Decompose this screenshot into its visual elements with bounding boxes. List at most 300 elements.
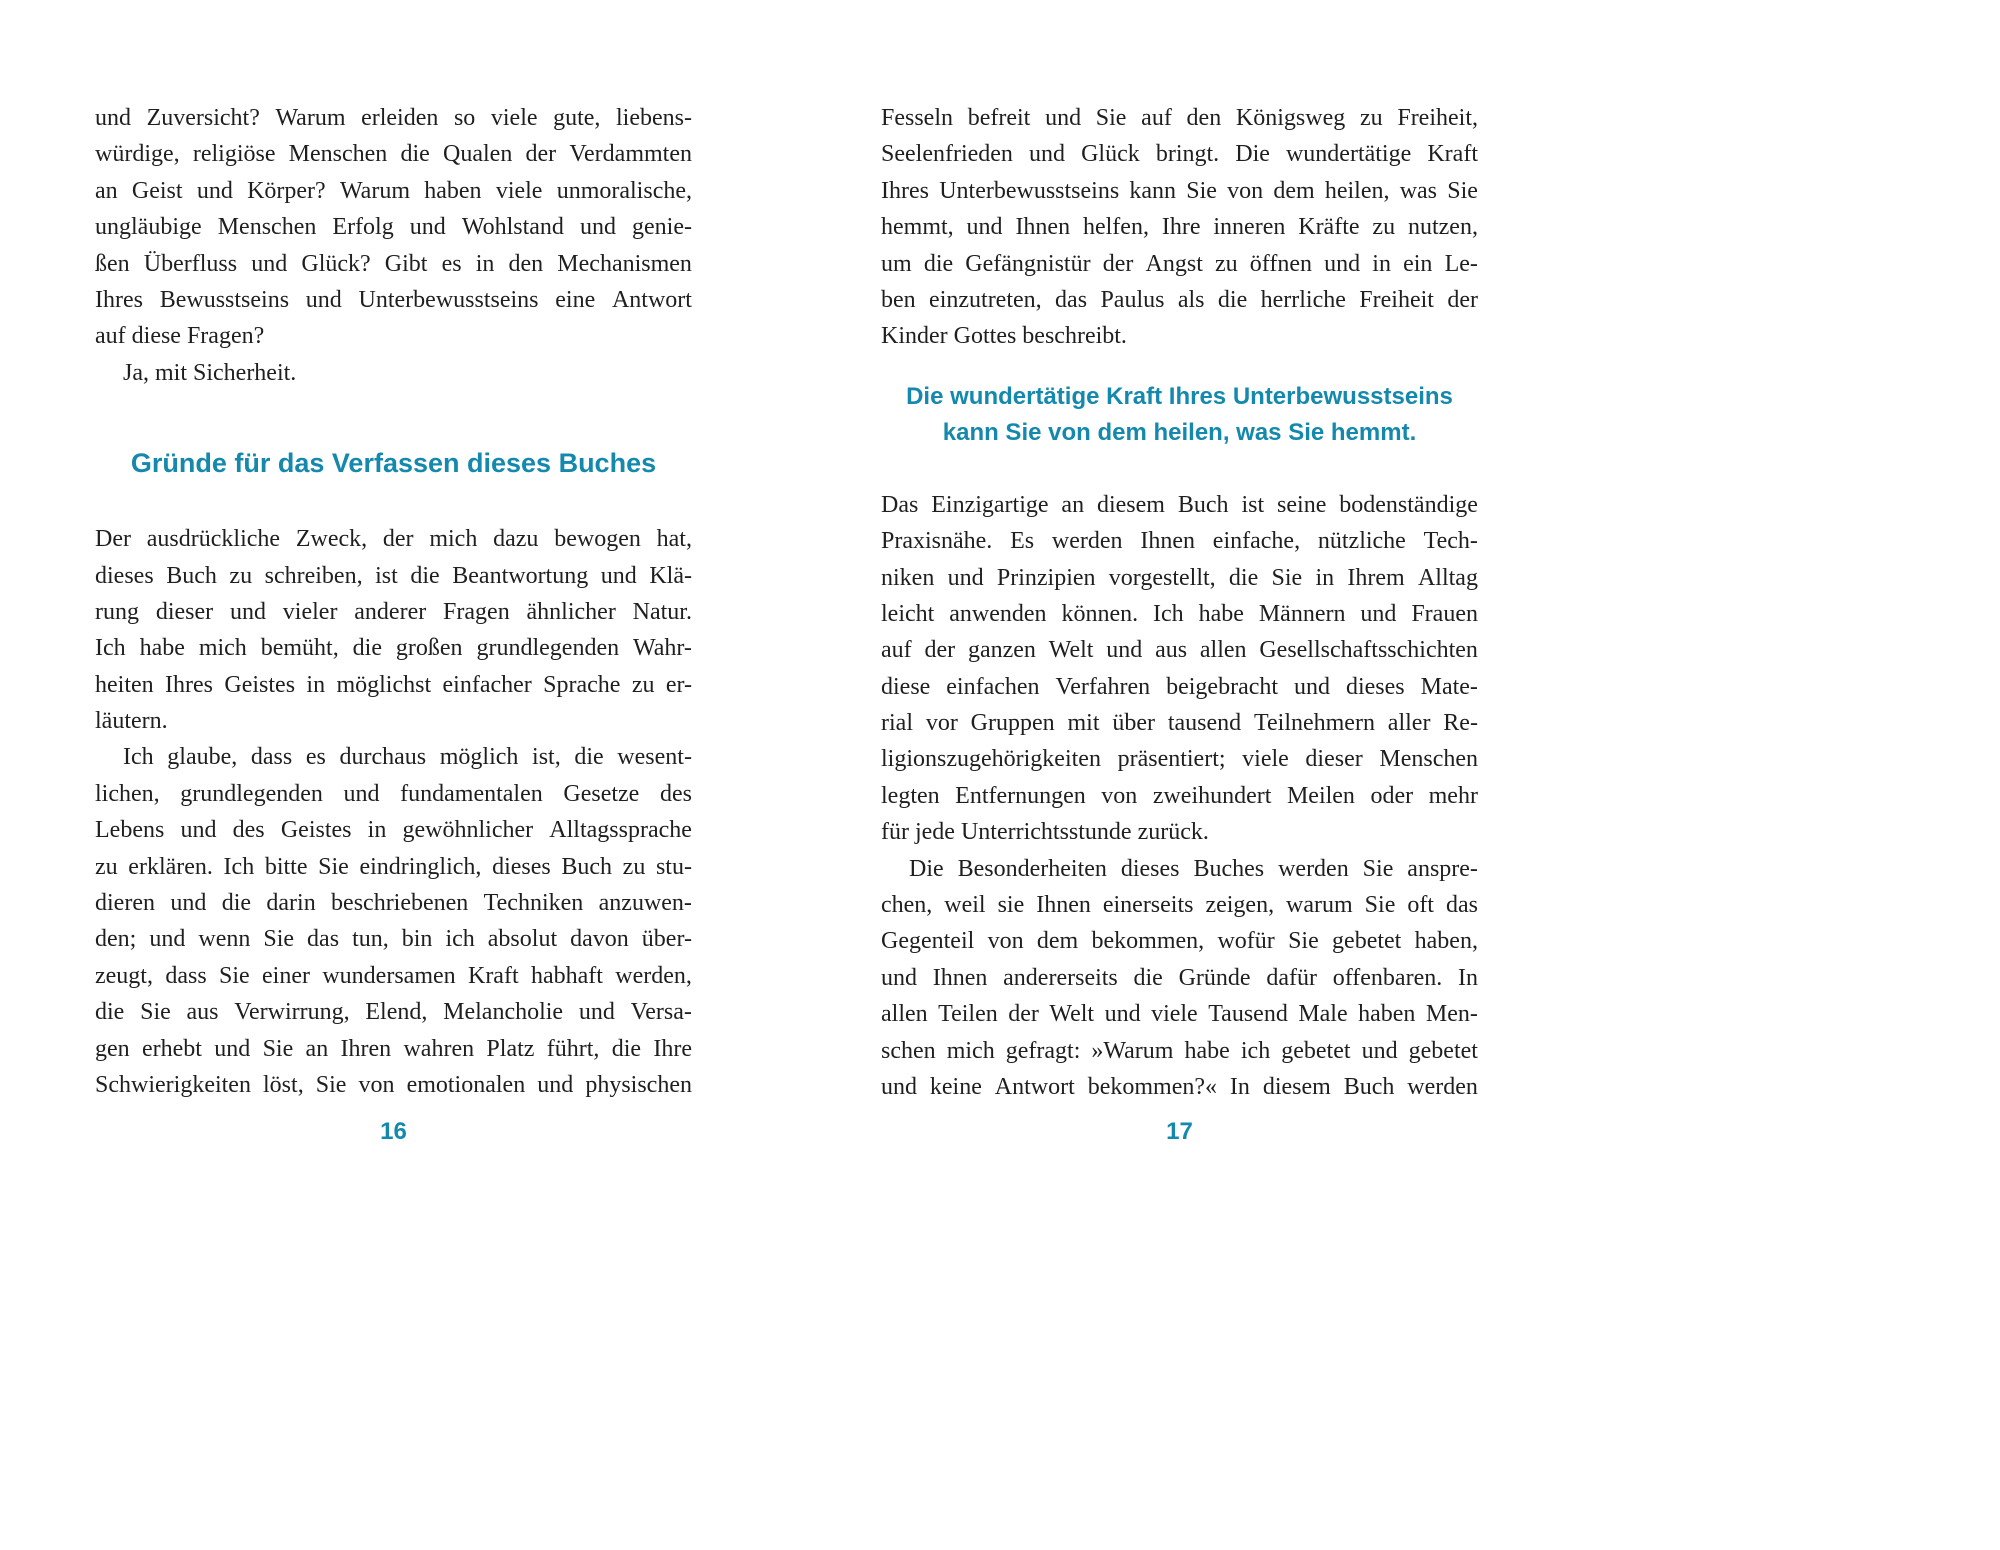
- word: Ihre: [1161, 214, 1201, 241]
- word: Geistes: [224, 671, 296, 698]
- word: aller: [1387, 710, 1431, 737]
- word: Sprache: [543, 671, 621, 698]
- word: weil: [944, 892, 986, 919]
- word: seine: [1277, 491, 1327, 518]
- word: eindringlich,: [359, 853, 482, 880]
- word: Alltagssprache: [549, 817, 692, 844]
- word: anderer: [354, 598, 427, 625]
- word: bekommen,: [1091, 928, 1205, 955]
- word: habe: [1198, 600, 1244, 627]
- word: das: [307, 926, 340, 953]
- word: Tech-: [1423, 528, 1478, 555]
- word: von: [1227, 177, 1264, 204]
- text-line: [95, 1031, 692, 1067]
- word: Natur.: [632, 598, 692, 625]
- word: aus: [1155, 637, 1188, 664]
- word: an: [305, 1035, 329, 1062]
- word: und: [578, 999, 615, 1026]
- word: habe: [139, 635, 185, 662]
- word: die: [574, 744, 604, 771]
- word: kann: [1129, 177, 1177, 204]
- word: heilen,: [1324, 177, 1390, 204]
- text-line: [881, 887, 1478, 923]
- word: Ihnen: [1015, 214, 1071, 241]
- word: ist,: [532, 744, 561, 771]
- word: davon: [570, 926, 629, 953]
- word: die: [352, 635, 382, 662]
- word: rial: [881, 710, 913, 737]
- word: Warum: [275, 105, 346, 131]
- word: ich: [445, 926, 475, 953]
- word: schen: [881, 1037, 936, 1064]
- text-line: [95, 667, 692, 703]
- word: dem: [1273, 177, 1315, 204]
- word: habhaft: [530, 962, 603, 989]
- word: hemmt,: [881, 214, 954, 241]
- word: hat,: [656, 526, 692, 553]
- word: emotionalen: [406, 1071, 526, 1098]
- word: gute,: [553, 105, 601, 131]
- word: viele: [1242, 746, 1289, 773]
- word: gen: [95, 1035, 130, 1062]
- word: und: [881, 964, 917, 991]
- word: großen: [395, 635, 463, 662]
- word: physischen: [585, 1071, 692, 1098]
- word: möglichst: [336, 671, 432, 698]
- word: von: [987, 928, 1024, 955]
- word: auf: [881, 637, 912, 664]
- word: Ihren: [340, 1035, 392, 1062]
- word: das: [1055, 286, 1088, 313]
- word: In: [1457, 964, 1478, 991]
- word: zu: [622, 853, 646, 880]
- word: ben: [881, 286, 916, 313]
- word: erleiden: [361, 105, 439, 131]
- text-line: [881, 960, 1478, 996]
- text-line: [95, 739, 692, 775]
- word: habe: [1184, 1037, 1230, 1064]
- word: bringt.: [1155, 141, 1220, 168]
- word: zu: [95, 853, 118, 880]
- section-heading: Gründe für das Verfassen dieses Buches: [130, 448, 657, 479]
- text-line: [95, 521, 692, 557]
- word: beigebracht: [1166, 673, 1279, 700]
- word: Buch: [1177, 491, 1229, 518]
- paragraph: [95, 100, 692, 391]
- word: ßen: [95, 250, 130, 277]
- word: Die: [1235, 141, 1270, 168]
- word: wundertätige: [1285, 141, 1412, 168]
- word: wahren: [403, 1035, 475, 1062]
- page-number-right: 17: [1166, 1118, 1193, 1145]
- word: Glück?: [301, 250, 371, 277]
- word: Sie: [219, 962, 250, 989]
- text-line: [95, 246, 692, 282]
- word: Ich: [223, 853, 255, 880]
- text-line: [881, 487, 1478, 523]
- word: Ich: [123, 744, 154, 771]
- text-line: [881, 669, 1478, 705]
- word: und: [149, 926, 186, 953]
- word: rung: [95, 598, 139, 625]
- word: Sie: [262, 1035, 294, 1062]
- word: Körper?: [247, 177, 326, 204]
- word: Ich: [95, 635, 126, 662]
- word: Gefängnistür: [965, 250, 1091, 277]
- text-line: [881, 1069, 1478, 1105]
- pull-quote-line: Die wundertätige Kraft Ihres Unterbewusstseins: [906, 382, 1453, 410]
- text-line: [95, 776, 692, 812]
- word: bodenständige: [1339, 491, 1478, 518]
- text-line: [881, 282, 1478, 318]
- word: wenn: [198, 926, 251, 953]
- word: sie: [997, 892, 1025, 919]
- word: Mechanismen: [557, 250, 692, 277]
- word: bitte: [264, 853, 308, 880]
- word: Ihres: [881, 177, 929, 204]
- paragraph: [881, 487, 1478, 1106]
- text-line: [95, 849, 692, 885]
- word: Unterbewusstseins: [358, 286, 539, 313]
- word: warum: [1286, 892, 1353, 919]
- word: religiöse: [192, 141, 276, 168]
- text-line: [881, 246, 1478, 282]
- text-line: [95, 100, 692, 136]
- word: befreit: [967, 105, 1031, 131]
- word: bemüht,: [260, 635, 339, 662]
- text-line: [95, 558, 692, 594]
- word: vieler: [282, 598, 338, 625]
- word: einfacher: [442, 671, 532, 698]
- text-line: [881, 1033, 1478, 1069]
- word: Gegenteil: [881, 928, 975, 955]
- word: Kraft: [467, 962, 519, 989]
- word: ich: [1240, 1037, 1271, 1064]
- word: liebens-: [616, 105, 692, 131]
- word: es: [441, 250, 462, 277]
- word: bin: [401, 926, 433, 953]
- text-line: [881, 632, 1478, 668]
- text-line: [881, 851, 1478, 887]
- text-line: [881, 705, 1478, 741]
- word: viele: [1151, 1001, 1198, 1028]
- word: gewöhnlicher: [402, 817, 534, 844]
- word: Kraft: [1427, 141, 1478, 168]
- word: die: [611, 1035, 642, 1062]
- word: in: [1315, 564, 1335, 591]
- word: Verwirrung,: [234, 999, 350, 1026]
- word: Sie: [315, 1071, 347, 1098]
- word: Beantwortung: [452, 562, 589, 589]
- word: die: [410, 562, 440, 589]
- text-line: läutern.: [95, 708, 168, 735]
- word: zu: [631, 671, 655, 698]
- text-line: [95, 958, 692, 994]
- text-line: [95, 994, 692, 1030]
- word: Welt: [1048, 637, 1094, 664]
- word: ligionszugehörigkeiten: [881, 746, 1101, 773]
- text-line: [881, 596, 1478, 632]
- word: unmoralische,: [556, 177, 692, 204]
- word: legten: [881, 782, 940, 809]
- word: werden: [1407, 1073, 1478, 1100]
- word: werden: [1051, 528, 1123, 555]
- word: wesent-: [617, 744, 692, 771]
- word: dem: [1036, 928, 1079, 955]
- paragraph: [881, 100, 1478, 355]
- word: Freiheit,: [1397, 105, 1478, 131]
- word: Alltag: [1417, 564, 1478, 591]
- word: erhebt: [141, 1035, 202, 1062]
- word: und: [966, 214, 1003, 241]
- word: würdige,: [95, 141, 180, 168]
- text-line: [95, 630, 692, 666]
- word: und: [343, 780, 380, 807]
- word: Le-: [1444, 250, 1478, 277]
- text-line: [881, 923, 1478, 959]
- word: und: [196, 177, 233, 204]
- page-16-text-column: [95, 100, 692, 1103]
- word: und: [251, 250, 288, 277]
- word: diese: [881, 673, 931, 700]
- word: Männern: [1258, 600, 1346, 627]
- word: Gesellschaftsschichten: [1259, 637, 1478, 664]
- word: Qualen: [443, 141, 513, 168]
- text-line: [881, 741, 1478, 777]
- word: ein: [1403, 250, 1433, 277]
- word: dieses: [1345, 673, 1405, 700]
- word: dieses: [1120, 855, 1180, 882]
- word: und: [95, 105, 131, 131]
- word: Ihre: [653, 1035, 692, 1062]
- word: dieses: [95, 562, 154, 589]
- word: ganzen: [967, 637, 1036, 664]
- word: Gibt: [384, 250, 428, 277]
- word: Elend,: [365, 999, 428, 1026]
- text-line: [881, 100, 1478, 136]
- word: Platz: [486, 1035, 535, 1062]
- word: die: [1217, 286, 1248, 313]
- word: allen: [881, 1001, 928, 1028]
- word: Ich: [1153, 600, 1184, 627]
- word: Sie: [1271, 564, 1303, 591]
- word: auf: [1141, 105, 1172, 131]
- word: den;: [95, 926, 137, 953]
- word: des: [659, 780, 692, 807]
- word: Paulus: [1100, 286, 1165, 313]
- word: Buch: [561, 853, 613, 880]
- word: viele: [495, 177, 543, 204]
- word: die: [400, 141, 430, 168]
- word: Verfahren: [1055, 673, 1151, 700]
- text-line: [881, 209, 1478, 245]
- word: Einzigartige: [931, 491, 1049, 518]
- word: Unterbewusstseins: [939, 177, 1120, 204]
- word: Wahr-: [633, 635, 692, 662]
- word: oft: [1407, 892, 1434, 919]
- word: Überfluss: [143, 250, 238, 277]
- paragraph: [95, 521, 692, 1103]
- word: viele: [490, 105, 538, 131]
- word: dazu: [493, 526, 539, 553]
- word: haben: [1358, 1001, 1416, 1028]
- word: Welt: [1049, 1001, 1095, 1028]
- word: mehr: [1428, 782, 1478, 809]
- word: Sie: [1095, 105, 1127, 131]
- word: Teilnehmern: [1254, 710, 1375, 737]
- word: Sie: [1447, 177, 1478, 204]
- word: Prinzipien: [996, 564, 1096, 591]
- word: der: [924, 637, 956, 664]
- word: in: [1372, 250, 1391, 277]
- word: zu: [229, 562, 253, 589]
- word: Zuversicht?: [146, 105, 260, 131]
- word: Techniken: [483, 890, 584, 917]
- word: Gesetze: [563, 780, 640, 807]
- word: grundlegenden: [180, 780, 323, 807]
- text-line: [881, 173, 1478, 209]
- word: zu: [1372, 214, 1396, 241]
- word: Mate-: [1420, 673, 1478, 700]
- word: Menschen: [288, 141, 388, 168]
- word: an: [95, 177, 118, 204]
- word: Bewusstseins: [159, 286, 290, 313]
- word: Sie: [263, 926, 295, 953]
- word: beschriebenen: [331, 890, 469, 917]
- word: lichen,: [95, 780, 160, 807]
- text-line: [95, 1067, 692, 1103]
- word: niken: [881, 564, 935, 591]
- word: es: [305, 744, 326, 771]
- word: wundersamen: [322, 962, 456, 989]
- word: Sie: [140, 999, 171, 1026]
- word: leicht: [881, 600, 935, 627]
- word: Tausend: [1208, 1001, 1288, 1028]
- word: oder: [1370, 782, 1414, 809]
- word: Versa-: [630, 999, 692, 1026]
- word: von: [1101, 782, 1138, 809]
- word: den: [508, 250, 544, 277]
- word: ähnlicher: [526, 598, 616, 625]
- word: Praxisnähe.: [881, 528, 993, 555]
- word: vorgestellt,: [1108, 564, 1216, 591]
- word: zu: [1359, 105, 1383, 131]
- word: und: [214, 1035, 251, 1062]
- pull-quote-line: kann Sie von dem heilen, was Sie hemmt.: [942, 418, 1417, 446]
- text-line: für jede Unterrichtsstunde zurück.: [881, 819, 1209, 846]
- word: ist: [375, 562, 398, 589]
- word: »Warum: [1091, 1037, 1174, 1064]
- word: wofür: [1217, 928, 1275, 955]
- text-line: [881, 560, 1478, 596]
- word: und: [1324, 250, 1361, 277]
- word: Glück: [1081, 141, 1140, 168]
- word: Seelenfrieden: [881, 141, 1013, 168]
- word: diesem: [1096, 491, 1165, 518]
- word: die: [1133, 964, 1163, 991]
- page-17-text-column: [881, 100, 1478, 1105]
- word: fundamentalen: [400, 780, 543, 807]
- word: zweihundert: [1152, 782, 1272, 809]
- word: über-: [641, 926, 692, 953]
- word: anzuwen-: [598, 890, 692, 917]
- word: so: [453, 105, 476, 131]
- word: Freiheit: [1359, 286, 1434, 313]
- word: Besonderheiten: [957, 855, 1107, 882]
- word: Gruppen: [970, 710, 1055, 737]
- word: tun,: [352, 926, 389, 953]
- page-number-left: 16: [380, 1118, 407, 1145]
- text-line: [95, 812, 692, 848]
- word: können.: [1061, 600, 1139, 627]
- word: einerseits: [1102, 892, 1194, 919]
- word: Buches: [1193, 855, 1265, 882]
- word: grundlegenden: [476, 635, 620, 662]
- word: Antwort: [994, 1073, 1075, 1100]
- word: führt,: [546, 1035, 600, 1062]
- word: haben,: [1414, 928, 1478, 955]
- word: Der: [95, 526, 131, 553]
- word: um: [881, 250, 912, 277]
- word: was: [1399, 177, 1438, 204]
- text-line: [95, 209, 692, 245]
- word: schreiben,: [264, 562, 363, 589]
- word: glaube,: [167, 744, 238, 771]
- word: chen,: [881, 892, 933, 919]
- word: Schwierigkeiten: [95, 1071, 251, 1098]
- word: durchaus: [339, 744, 427, 771]
- text-line: [881, 778, 1478, 814]
- word: präsentiert;: [1117, 746, 1226, 773]
- word: heiten: [95, 671, 154, 698]
- word: Meilen: [1286, 782, 1355, 809]
- word: ausdrückliche: [146, 526, 281, 553]
- word: ist: [1241, 491, 1265, 518]
- word: zeugt,: [95, 962, 153, 989]
- word: In: [1229, 1073, 1250, 1100]
- word: Ihrem: [1347, 564, 1405, 591]
- word: dass: [250, 744, 293, 771]
- word: Sie: [318, 853, 349, 880]
- text-line: [881, 136, 1478, 172]
- word: und: [229, 598, 266, 625]
- word: das: [1445, 892, 1478, 919]
- word: die: [221, 890, 252, 917]
- text-line: [95, 173, 692, 209]
- word: werden,: [615, 962, 692, 989]
- word: als: [1177, 286, 1205, 313]
- word: Zweck,: [295, 526, 368, 553]
- text-line: [95, 282, 692, 318]
- word: über: [1112, 710, 1156, 737]
- word: absolut: [487, 926, 558, 953]
- word: Sie: [1362, 855, 1394, 882]
- word: genie-: [632, 214, 692, 241]
- word: Male: [1298, 1001, 1348, 1028]
- word: und: [537, 1071, 574, 1098]
- word: einfache,: [1212, 528, 1301, 555]
- word: und: [1294, 673, 1331, 700]
- word: in: [475, 250, 495, 277]
- word: vor: [925, 710, 958, 737]
- word: dass: [165, 962, 207, 989]
- word: die: [95, 999, 125, 1026]
- pull-quote: [881, 379, 1478, 451]
- word: Ihres: [95, 286, 143, 313]
- word: und: [600, 562, 637, 589]
- word: der: [525, 141, 557, 168]
- word: der: [1447, 286, 1478, 313]
